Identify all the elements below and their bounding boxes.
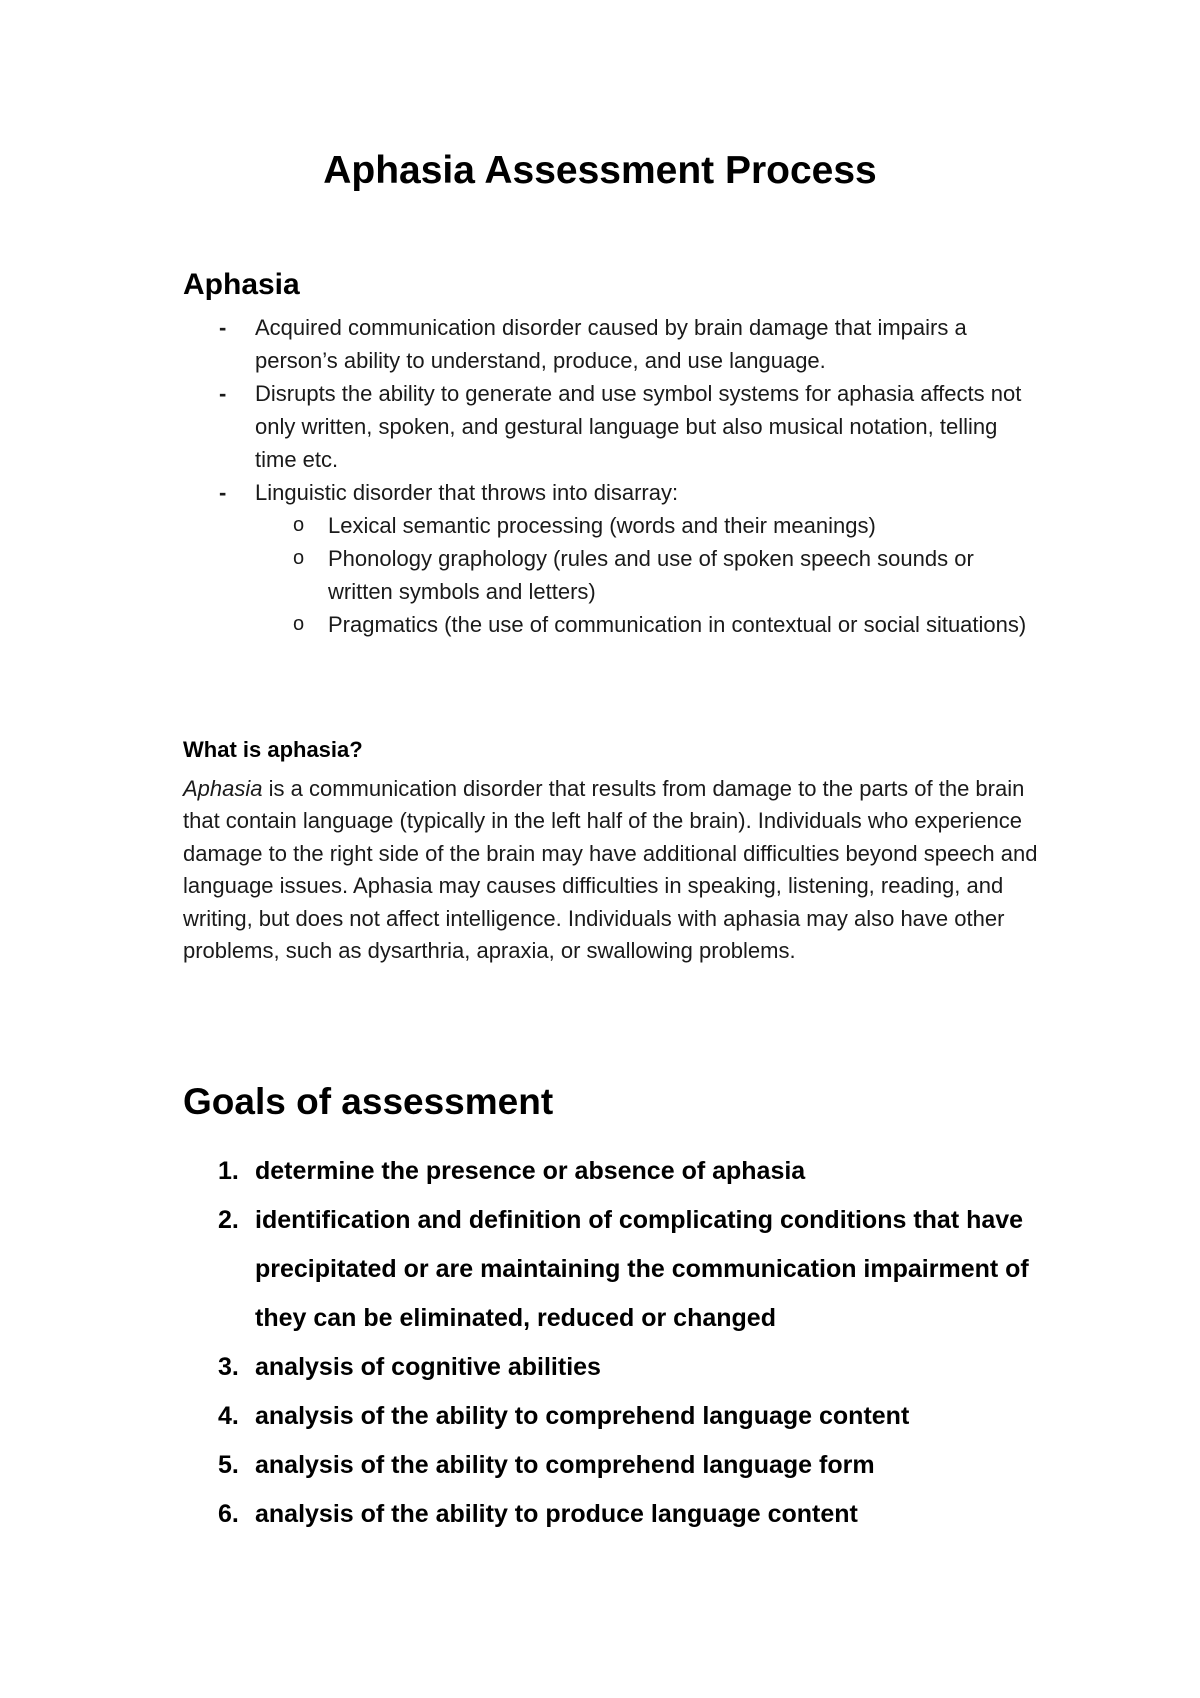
sub-bullet-text: Lexical semantic processing (words and their meanings) xyxy=(328,513,876,538)
bullet-item xyxy=(183,476,1043,641)
dash-bullet-marker: - xyxy=(219,381,227,406)
goals-list xyxy=(183,1147,1043,1539)
paragraph-body: is a communication disorder that results from damage to the parts of the brain that contain language (typically in the left half of the brain). Individuals who experience damage to the right side of the brain may have additional difficulties beyond speech and language issues. Aphasia may causes difficulties in speaking, listening, reading, and writing, but does not affect intelligence. Individuals with aphasia may also have other problems, such as dysarthria, apraxia, or swallowing problems. xyxy=(183,776,1038,964)
goal-number: 5. xyxy=(218,1451,239,1479)
circle-bullet-marker: o xyxy=(293,514,305,536)
goal-text: identification and definition of complicating conditions that have precipitated or are maintaining the communication impairment of they can be eliminated, reduced or changed xyxy=(255,1206,1029,1332)
goal-text: analysis of cognitive abilities xyxy=(255,1353,601,1381)
circle-bullet-marker: o xyxy=(293,613,305,635)
circle-bullet-marker: o xyxy=(293,547,305,569)
sub-bullet-text: Pragmatics (the use of communication in contextual or social situations) xyxy=(328,612,1027,637)
dash-bullet-marker: - xyxy=(219,315,227,340)
bullet-item xyxy=(183,311,1043,377)
what-is-aphasia-heading: What is aphasia? xyxy=(183,737,363,762)
goal-item xyxy=(183,1490,1043,1539)
bullet-text: Acquired communication disorder caused by brain damage that impairs a person’s ability to understand, produce, and use language. xyxy=(255,315,967,373)
goal-item xyxy=(183,1392,1043,1441)
goal-item xyxy=(183,1196,1043,1343)
goal-item xyxy=(183,1147,1043,1196)
bullet-text: Disrupts the ability to generate and use symbol systems for aphasia affects not only written, spoken, and gestural language but also musical notation, telling time etc. xyxy=(255,381,1022,472)
goal-number: 1. xyxy=(218,1157,239,1185)
aphasia-heading: Aphasia xyxy=(183,268,300,301)
goal-number: 2. xyxy=(218,1206,239,1234)
aphasia-bullet-list xyxy=(183,311,1043,641)
sub-bullet-item xyxy=(255,509,1043,542)
goal-number: 4. xyxy=(218,1402,239,1430)
page-title: Aphasia Assessment Process xyxy=(323,149,877,192)
dash-bullet-marker: - xyxy=(219,480,227,505)
sub-bullet-item xyxy=(255,608,1043,641)
sub-bullet-text: Phonology graphology (rules and use of spoken speech sounds or written symbols and letters) xyxy=(328,546,974,604)
goal-item xyxy=(183,1343,1043,1392)
aphasia-italic-term: Aphasia xyxy=(183,776,263,801)
sub-bullet-item xyxy=(255,542,1043,608)
goal-number: 3. xyxy=(218,1353,239,1381)
goal-item xyxy=(183,1441,1043,1490)
goal-number: 6. xyxy=(218,1500,239,1528)
bullet-item xyxy=(183,377,1043,476)
goal-text: determine the presence or absence of aphasia xyxy=(255,1157,806,1185)
goals-heading: Goals of assessment xyxy=(183,1081,554,1122)
what-is-aphasia-paragraph xyxy=(183,773,1043,967)
bullet-text: Linguistic disorder that throws into disarray: xyxy=(255,480,679,505)
goal-text: analysis of the ability to comprehend language content xyxy=(255,1402,910,1430)
goal-text: analysis of the ability to produce language content xyxy=(255,1500,858,1528)
disarray-sub-list xyxy=(255,509,1043,641)
goal-text: analysis of the ability to comprehend language form xyxy=(255,1451,875,1479)
